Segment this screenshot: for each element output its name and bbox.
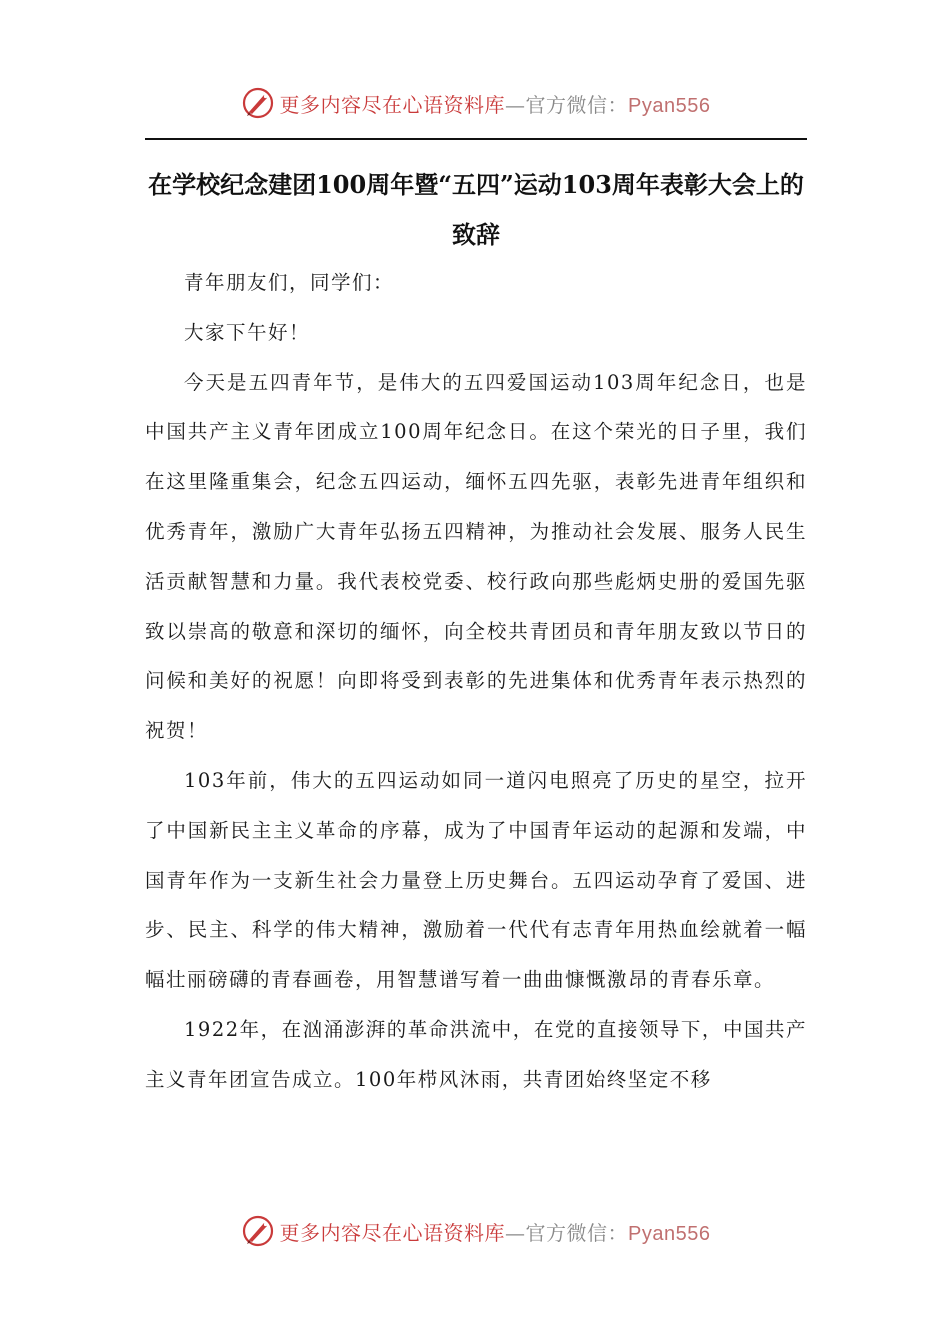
banner-text (280, 1217, 711, 1246)
body-paragraph: 1922年，在汹涌澎湃的革命洪流中，在党的直接领导下，中国共产主义青年团宣告成立。100年栉风沐雨，共青团始终坚定不移 (145, 1017, 807, 1091)
header-divider (145, 138, 807, 140)
banner-text (280, 89, 711, 118)
banner-wechat-label: —官方微信： (505, 1220, 629, 1245)
document-body (145, 258, 807, 1105)
body-paragraph: 103年前，伟大的五四运动如同一道闪电照亮了历史的星空，拉开了中国新民主主义革命的序幕，成为了中国青年运动的起源和发端，中国青年作为一支新生社会力量登上历史舞台。五四运动孕育了爱国、进步、民主、科学的伟大精神，激励着一代代有志青年用热血绘就着一幅幅壮丽磅礴的青春画卷，用智慧谱写着一曲曲慷慨激昂的青春乐章。 (145, 768, 807, 992)
banner-wechat-id: Pyan556 (628, 1222, 711, 1245)
document-title: 在学校纪念建团100周年暨“五四”运动103周年表彰大会上的致辞 (148, 170, 804, 249)
body-paragraph: 今天是五四青年节，是伟大的五四爱国运动103周年纪念日，也是中国共产主义青年团成立100周年纪念日。在这个荣光的日子里，我们在这里隆重集会，纪念五四运动，缅怀五四先驱，表彰先进青年组织和优秀青年，激励广大青年弘扬五四精神，为推动社会发展、服务人民生活贡献智慧和力量。我代表校党委、校行政向那些彪炳史册的爱国先驱致以崇高的敬意和深切的缅怀，向全校共青团员和青年朋友致以节日的问候和美好的祝愿！向即将受到表彰的先进集体和优秀青年表示热烈的祝贺！ (145, 370, 807, 743)
pen-circle-logo-icon (240, 85, 276, 121)
banner-wechat-label: —官方微信： (505, 92, 629, 117)
pen-circle-logo-icon (240, 1213, 276, 1249)
salutation: 青年朋友们，同学们： (184, 271, 395, 294)
banner-wechat-id: Pyan556 (628, 94, 711, 117)
greeting: 大家下午好！ (184, 320, 311, 344)
banner-library-name: 更多内容尽在心语资料库 (279, 1220, 506, 1245)
footer-banner (0, 1211, 950, 1251)
header-banner (0, 83, 950, 123)
banner-library-name: 更多内容尽在心语资料库 (279, 92, 506, 117)
